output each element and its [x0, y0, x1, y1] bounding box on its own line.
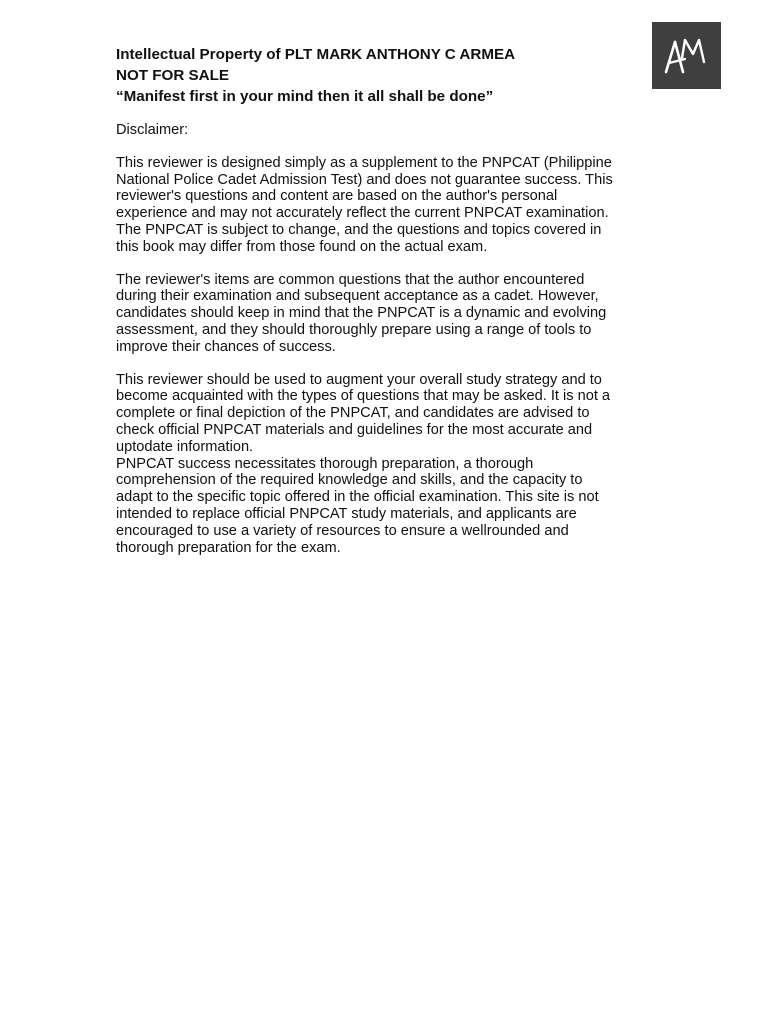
- document-body: [116, 44, 656, 556]
- text-line: encouraged to use a variety of resources to ensure a wellrounded and: [116, 522, 569, 539]
- text-line: National Police Cadet Admission Test) and does not guarantee success. This: [116, 171, 613, 188]
- disclaimer-paragraph-3: [116, 372, 656, 456]
- text-line: become acquainted with the types of questions that may be asked. It is not a: [116, 388, 611, 405]
- text-line: thorough preparation for the exam.: [116, 539, 341, 556]
- text-line: assessment, and they should thoroughly prepare using a range of tools to: [116, 321, 592, 338]
- text-line: improve their chances of success.: [116, 338, 336, 355]
- text-line: adapt to the specific topic offered in the official examination. This site is not: [116, 489, 599, 506]
- text-line: This reviewer is designed simply as a supplement to the PNPCAT (Philippine: [116, 154, 612, 171]
- text-line: this book may differ from those found on the actual exam.: [116, 238, 488, 255]
- text-line: during their examination and subsequent acceptance as a cadet. However,: [116, 288, 599, 305]
- motto-heading: “Manifest first in your mind then it all shall be done”: [116, 88, 494, 105]
- disclaimer-paragraph-4: [116, 456, 656, 557]
- text-line: intended to replace official PNPCAT study materials, and applicants are: [116, 505, 577, 522]
- am-monogram-icon: [652, 22, 721, 89]
- ownership-heading: Intellectual Property of PLT MARK ANTHONY C ARMEA: [116, 46, 516, 63]
- text-line: complete or final depiction of the PNPCAT, and candidates are advised to: [116, 405, 590, 422]
- text-line: experience and may not accurately reflect the current PNPCAT examination.: [116, 205, 609, 222]
- text-line: reviewer's questions and content are based on the author's personal: [116, 188, 558, 205]
- am-monogram-logo: [652, 22, 721, 89]
- text-line: This reviewer should be used to augment your overall study strategy and to: [116, 371, 602, 388]
- disclaimer-paragraph-2: [116, 272, 656, 356]
- text-line: candidates should keep in mind that the PNPCAT is a dynamic and evolving: [116, 305, 607, 322]
- text-line: The reviewer's items are common questions that the author encountered: [116, 271, 585, 288]
- text-line: The PNPCAT is subject to change, and the questions and topics covered in: [116, 221, 602, 238]
- not-for-sale-heading: NOT FOR SALE: [116, 67, 230, 84]
- text-line: check official PNPCAT materials and guidelines for the most accurate and: [116, 421, 593, 438]
- text-line: PNPCAT success necessitates thorough preparation, a thorough: [116, 455, 534, 472]
- disclaimer-label: Disclaimer:: [116, 122, 189, 138]
- disclaimer-paragraph-1: [116, 155, 656, 256]
- text-line: comprehension of the required knowledge and skills, and the capacity to: [116, 472, 583, 489]
- text-line: uptodate information.: [116, 438, 254, 455]
